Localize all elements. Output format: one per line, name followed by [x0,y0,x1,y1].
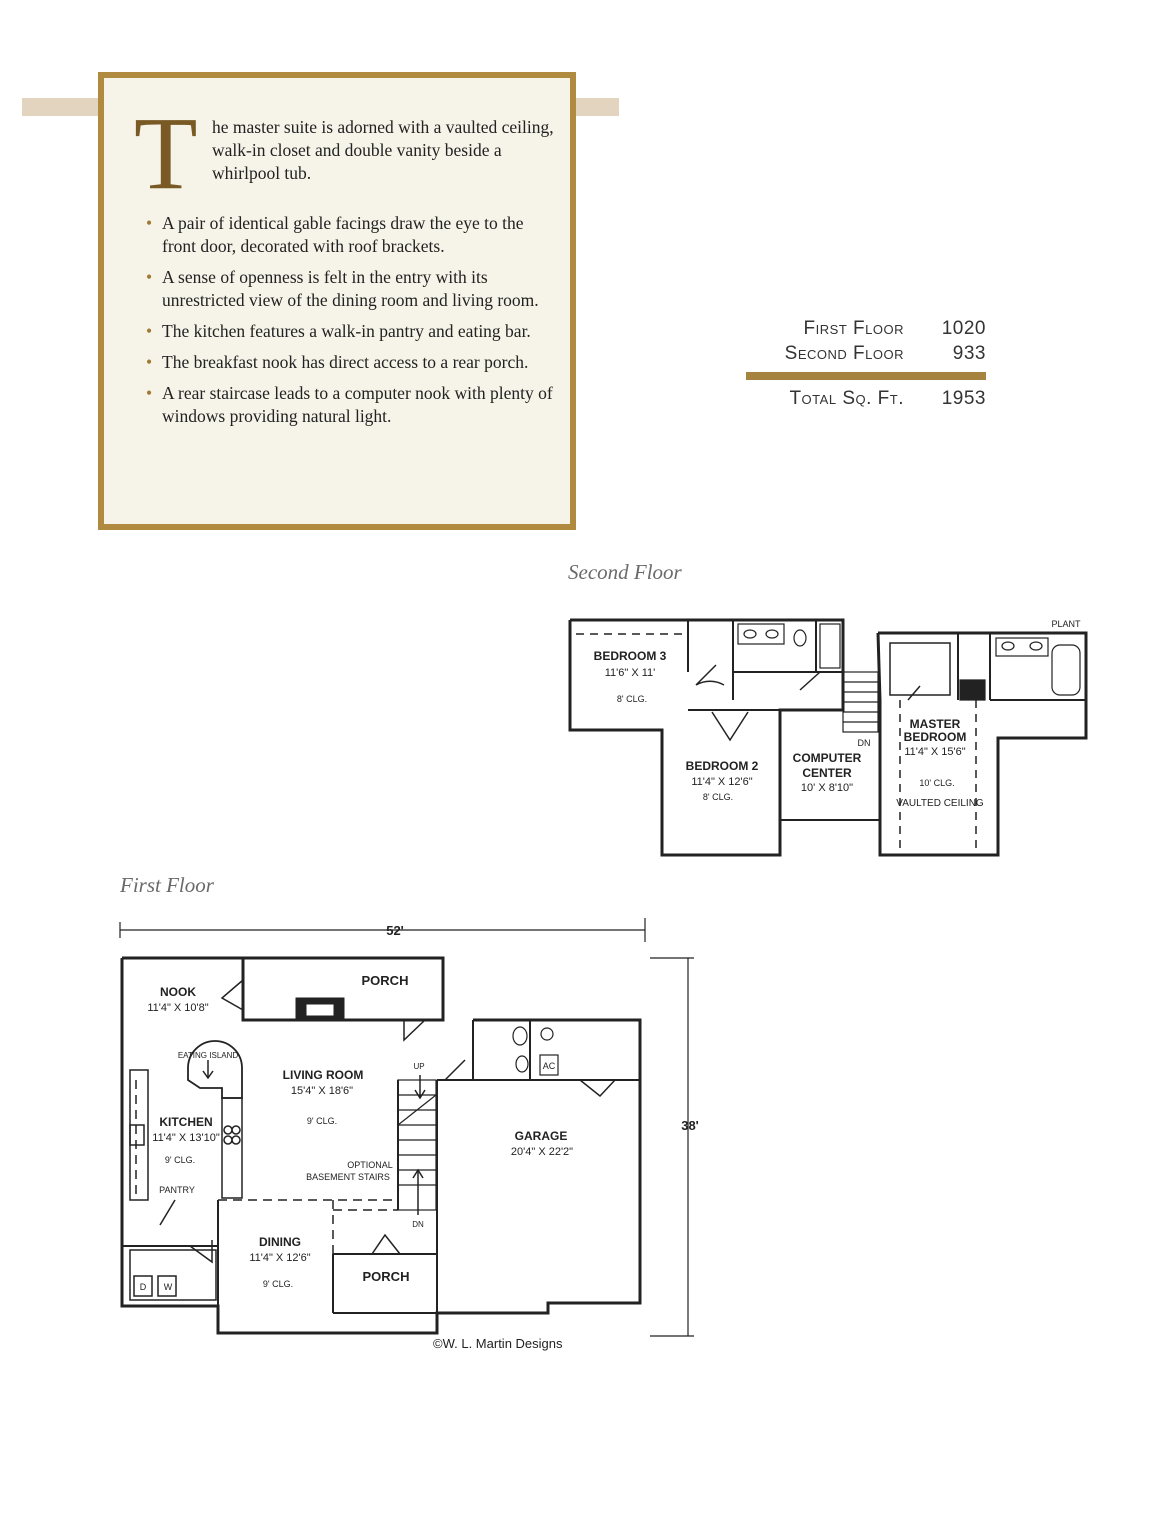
bullet-icon: • [146,213,153,233]
eating-island-label: EATING ISLAND [177,1051,239,1060]
optional-label: OPTIONAL [347,1160,393,1170]
depth-dimension: 38' [681,1118,699,1133]
first-floor-title: First Floor [120,873,214,897]
bedroom3-clg: 8' CLG. [616,694,648,704]
bullet-icon: • [146,352,153,372]
width-dimension: 52' [386,923,404,938]
living-room-label: LIVING ROOM [282,1068,364,1082]
living-room-clg: 9' CLG. [306,1116,338,1126]
master-bedroom-label-1: MASTER [909,717,961,731]
washer-label: W [163,1282,173,1292]
living-room-size: 15'4" X 18'6" [290,1085,354,1097]
list-item: • The breakfast nook has direct access to a rear porch. [146,352,529,372]
stairs-up-label: UP [413,1062,425,1071]
master-bedroom-size: 11'4" X 15'6" [904,746,966,758]
second-floor-row: Second Floor 933 [784,343,986,364]
master-bedroom-label-2: BEDROOM [903,730,967,744]
computer-center-size: 10' X 8'10" [800,782,854,794]
bedroom2-clg: 8' CLG. [702,792,734,802]
garage-size: 20'4" X 22'2" [510,1146,574,1158]
total-row: Total Sq. Ft. 1953 [789,388,986,409]
rear-porch-label: PORCH [361,973,409,988]
drop-cap: T [134,96,198,211]
lead-paragraph: he master suite is adorned with a vaulted ceiling, walk-in closet and double vanity beside a whirlpool tub. [212,117,554,183]
copyright-notice: ©W. L. Martin Designs [433,1336,563,1351]
bedroom3-label: BEDROOM 3 [593,649,667,663]
nook-size: 11'4" X 10'8" [147,1002,209,1014]
dryer-label: D [139,1282,147,1292]
dining-size: 11'4" X 12'6" [249,1252,311,1264]
kitchen-clg: 9' CLG. [164,1155,196,1165]
computer-center-label-2: CENTER [802,766,852,780]
list-item: • The kitchen features a walk-in pantry and eating bar. [146,321,531,341]
master-bedroom-clg: 10' CLG. [919,778,955,788]
kitchen-label: KITCHEN [159,1115,213,1129]
list-item: • A rear staircase leads to a computer nook with plenty of windows providing natural light. [146,383,553,426]
bedroom2-size: 11'4" X 12'6" [691,776,753,788]
second-floor-title: Second Floor [568,560,682,584]
dining-label: DINING [259,1235,301,1249]
bullet-icon: • [146,321,153,341]
kitchen-size: 11'4" X 13'10" [152,1132,220,1144]
list-item: • A sense of openness is felt in the entry with its unrestricted view of the dining room and living room. [146,267,539,310]
ac-label: AC [542,1061,556,1071]
dining-clg: 9' CLG. [262,1279,294,1289]
basement-stairs-label: BASEMENT STAIRS [306,1172,390,1182]
pantry-label: PANTRY [159,1185,195,1195]
front-porch-label: PORCH [362,1269,410,1284]
vaulted-ceiling-label: VAULTED CEILING [896,798,984,809]
bullet-icon: • [146,383,153,403]
computer-center-label-1: COMPUTER [792,751,862,765]
bedroom2-label: BEDROOM 2 [685,759,759,773]
stairs-dn-label-upper: DN [857,738,871,748]
bullet-icon: • [146,267,153,287]
first-floor-row: First Floor 1020 [803,318,986,339]
list-item: • A pair of identical gable facings draw the eye to the front door, decorated with roof brackets. [146,213,524,256]
nook-label: NOOK [160,985,196,999]
stairs-dn-label: DN [412,1220,424,1229]
plant-label: PLANT [1051,619,1081,629]
garage-label: GARAGE [514,1129,568,1143]
bedroom3-size: 11'6" X 11' [604,667,656,679]
